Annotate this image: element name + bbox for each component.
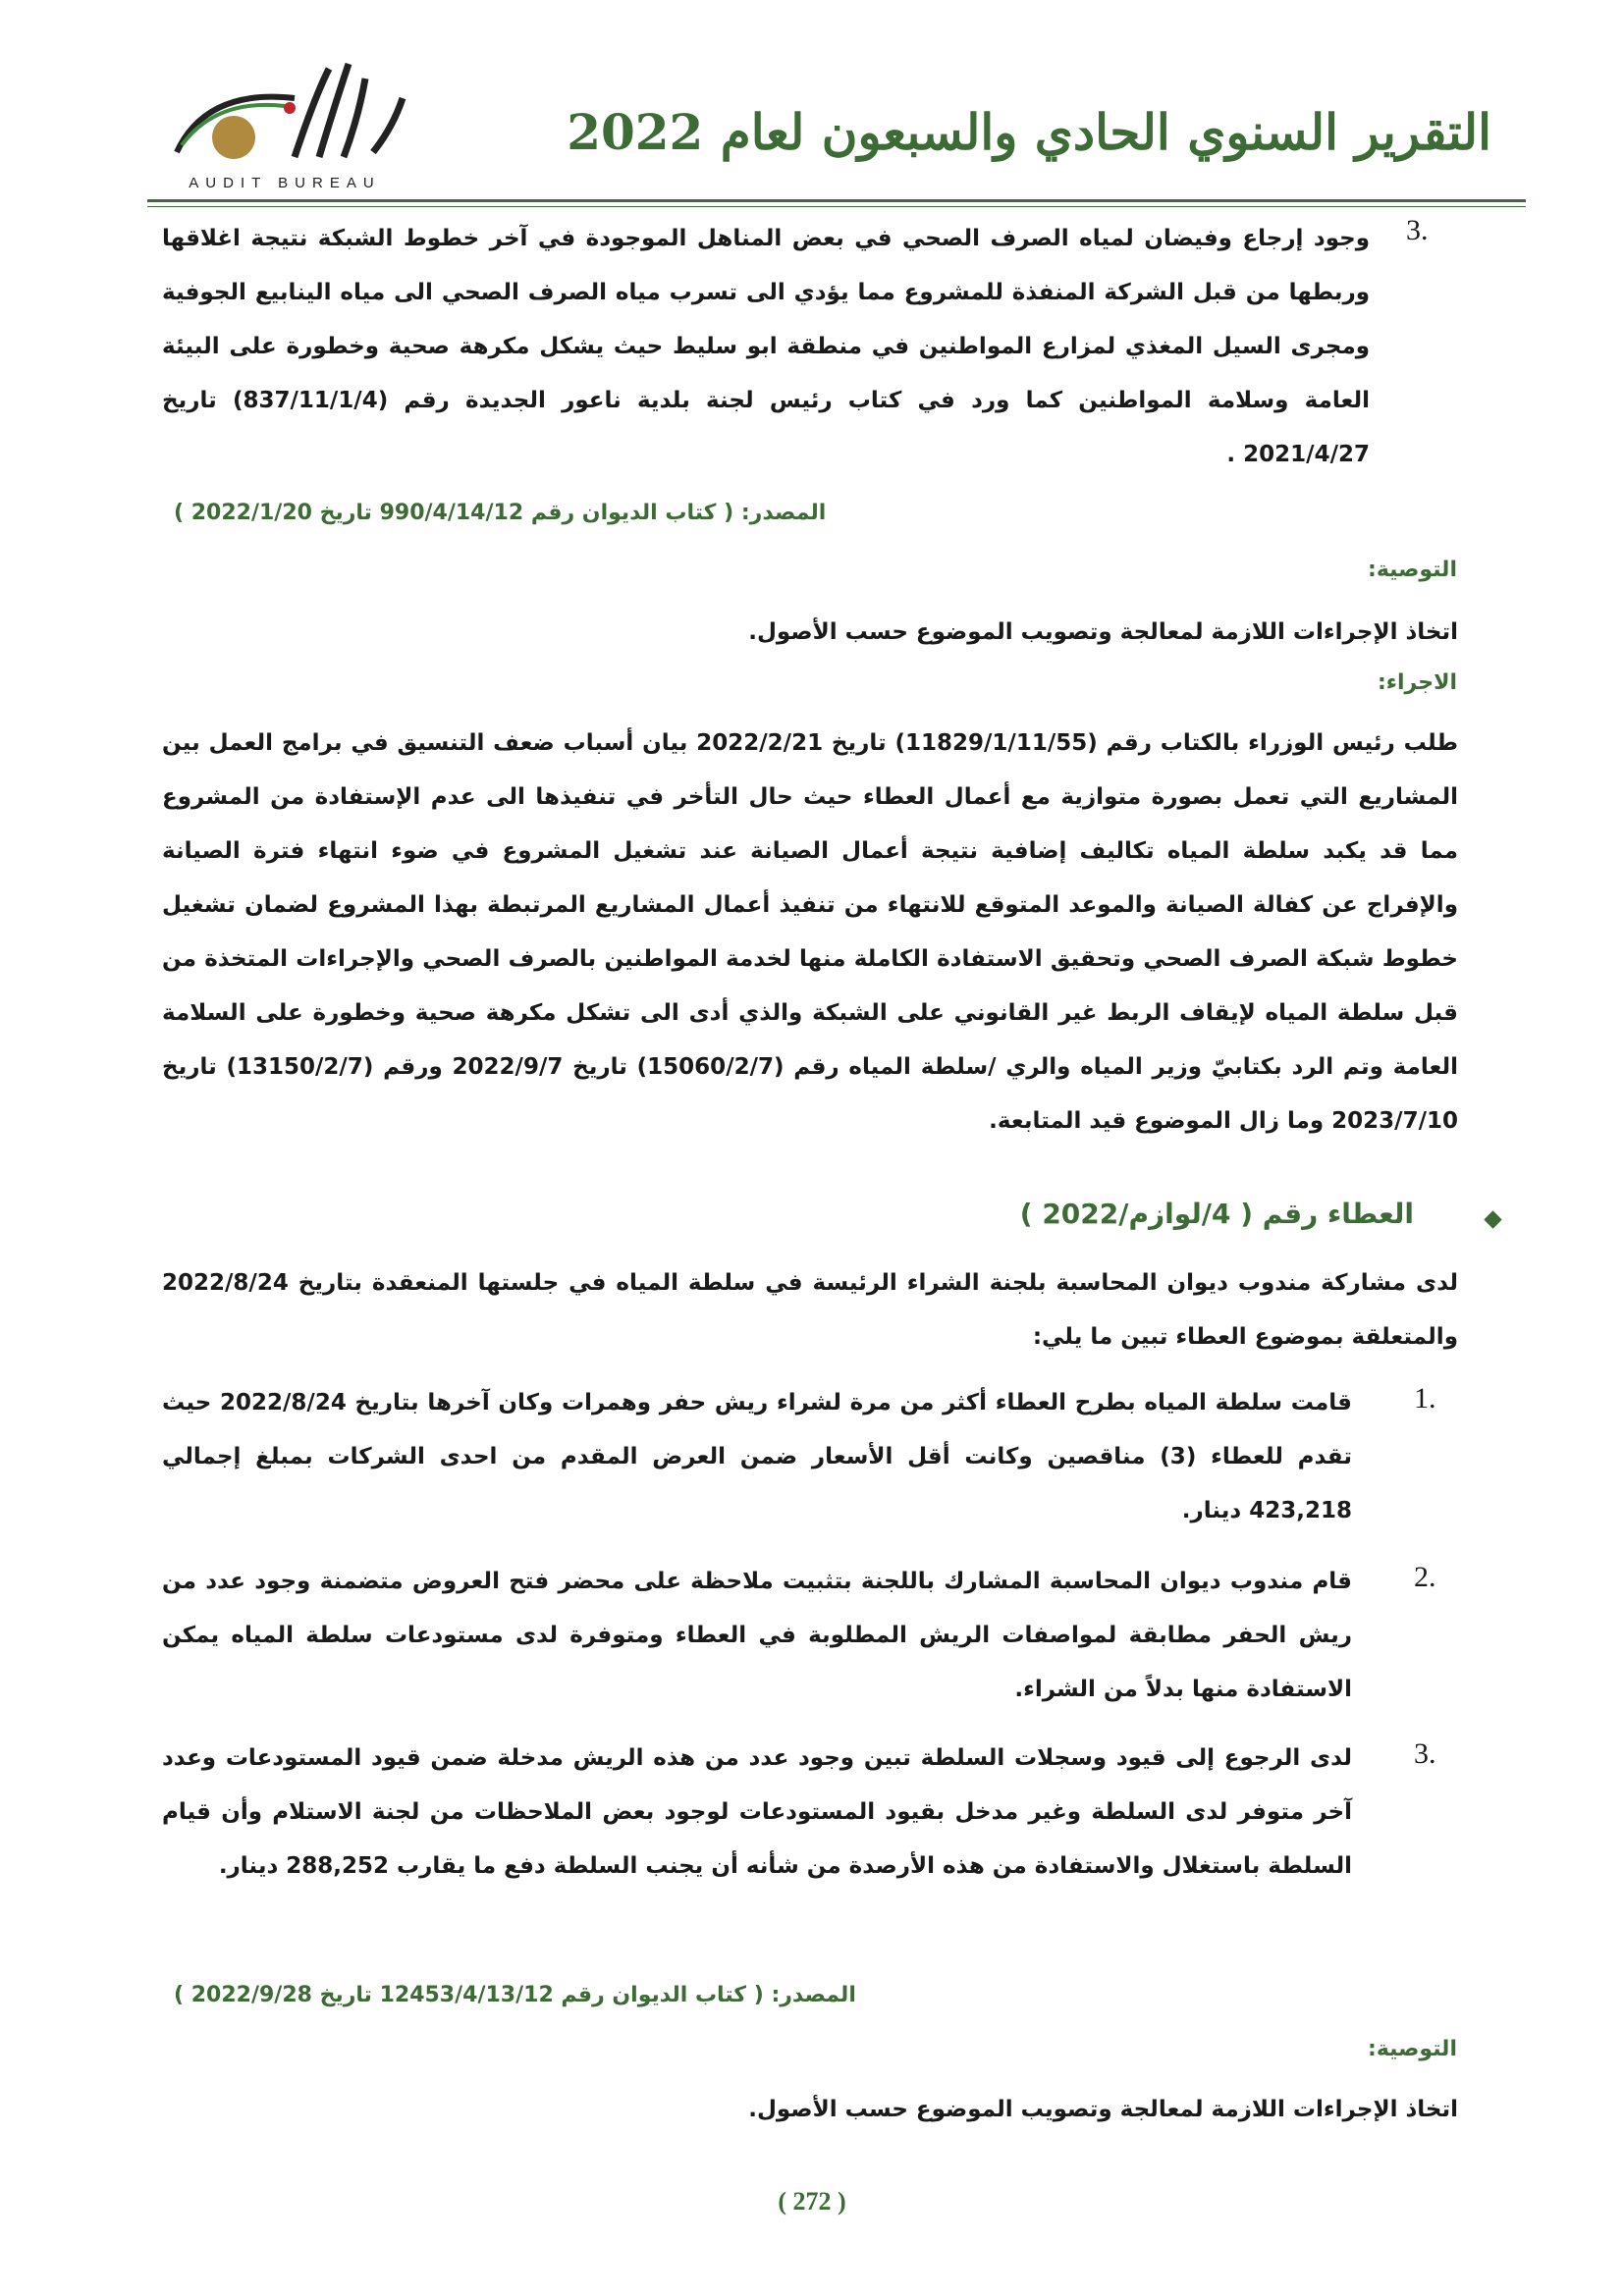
audit-bureau-logo (147, 59, 422, 191)
logo-emblem-icon (147, 59, 422, 172)
finding-item-2: قام مندوب ديوان المحاسبة المشارك باللجنة بتثبيت ملاحظة على محضر فتح العروض متضمنة وجود عدد من ريش الحفر مطابقة لمواصفات الريش المطلوبة في العطاء ومتوفرة لدى مستودعات سلطة المياه يمكن الاستفادة منها بدلاً من الشراء. (162, 1569, 1352, 1702)
finding-item-3b: لدى الرجوع إلى قيود وسجلات السلطة تبين وجود عدد من هذه الريش مدخلة ضمن قيود المستودعات وعدد آخر متوفر لدى السلطة وغير مدخل بقيود المستودعات لوجود بعض الملاحظات من لجنة الاستلام وأن قيام السلطة باستغلال والاستفادة من هذه الأرصدة من شأنه أن يجنب السلطة دفع ما يقارب 288,252 دينار. (162, 1745, 1352, 1879)
tender-heading: العطاء رقم ( 4/لوازم/2022 ) (1019, 1198, 1414, 1230)
recommendation-text: اتخاذ الإجراءات اللازمة لمعالجة وتصويب الموضوع حسب الأصول. (748, 619, 1458, 645)
recommendation-label: التوصية: (1368, 2037, 1457, 2061)
recommendation-label: التوصية: (1368, 558, 1457, 582)
header-rule-thin (147, 206, 1526, 207)
logo-text: AUDIT BUREAU (189, 175, 381, 191)
source-reference: المصدر: ( كتاب الديوان رقم 12453/4/13/12 تاريخ 2022/9/28 ) (174, 1983, 856, 2007)
report-title: التقرير السنوي الحادي والسبعون لعام 2022 (567, 103, 1491, 161)
finding-item-3: وجود إرجاع وفيضان لمياه الصرف الصحي في بعض المناهل الموجودة في آخر خطوط الشبكة نتيجة اغلاقها وربطها من قبل الشركة المنفذة للمشروع مما يؤدي الى تسرب مياه الصرف الصحي الى مياه الينابيع الجوفية ومجرى السيل المغذي لمزارع المواطنين في منطقة ابو سليط حيث يشكل مكرهة صحية وخطورة على البيئة العامة وسلامة المواطنين كما ورد في كتاب رئيس لجنة بلدية ناعور الجديدة رقم (837/11/1/4) تاريخ 2021/4/27 . (162, 226, 1370, 467)
source-reference: المصدر: ( كتاب الديوان رقم 990/4/14/12 تاريخ 2022/1/20 ) (174, 501, 827, 525)
bullet-diamond-icon (1484, 1210, 1501, 1228)
header-rule (147, 199, 1526, 202)
action-label: الاجراء: (1377, 670, 1457, 695)
finding-item-1: قامت سلطة المياه بطرح العطاء أكثر من مرة لشراء ريش حفر وهمرات وكان آخرها بتاريخ 2022/8/24 حيث تقدم للعطاء (3) مناقصين وكانت أقل الأسعار ضمن العرض المقدم من احدى الشركات بمبلغ إجمالي 423,218 دينار. (162, 1390, 1352, 1523)
recommendation-text: اتخاذ الإجراءات اللازمة لمعالجة وتصويب الموضوع حسب الأصول. (748, 2097, 1458, 2122)
page-number: ( 272 ) (778, 2187, 846, 2216)
action-text: طلب رئيس الوزراء بالكتاب رقم (11829/1/11/55) تاريخ 2022/2/21 بيان أسباب ضعف التنسيق في برامج العمل بين المشاريع التي تعمل بصورة متوازية مع أعمال العطاء حيث حال التأخر في تنفيذها الى عدم الإستفادة من المشروع مما قد يكبد سلطة المياه تكاليف إضافية نتيجة أعمال الصيانة عند تشغيل المشروع في ضوء انتهاء فترة الصيانة والإفراج عن كفالة الصيانة والموعد المتوقع للانتهاء من تنفيذ أعمال المشاريع المرتبطة بهذا المشروع لضمان تشغيل خطوط شبكة الصرف الصحي وتحقيق الاستفادة الكاملة منها لخدمة المواطنين بالصرف الصحي والإجراءات المتخذة من قبل سلطة المياه لإيقاف الربط غير القانوني على الشبكة والذي أدى الى تشكل مكرهة صحية وخطورة على السلامة العامة وتم الرد بكتابيّ وزير المياه والري /سلطة المياه رقم (15060/2/7) تاريخ 2022/9/7 ورقم (13150/2/7) تاريخ 2023/7/10 وما زال الموضوع قيد المتابعة. (162, 730, 1458, 1134)
tender-intro: لدى مشاركة مندوب ديوان المحاسبة بلجنة الشراء الرئيسة في سلطة المياه في جلستها المنعقدة بتاريخ 2022/8/24 والمتعلقة بموضوع العطاء تبين ما يلي: (162, 1270, 1458, 1350)
list-number: 3. (1414, 1737, 1436, 1770)
list-number: 2. (1414, 1561, 1436, 1593)
list-number: 1. (1414, 1382, 1436, 1415)
list-number: 3. (1406, 214, 1429, 246)
